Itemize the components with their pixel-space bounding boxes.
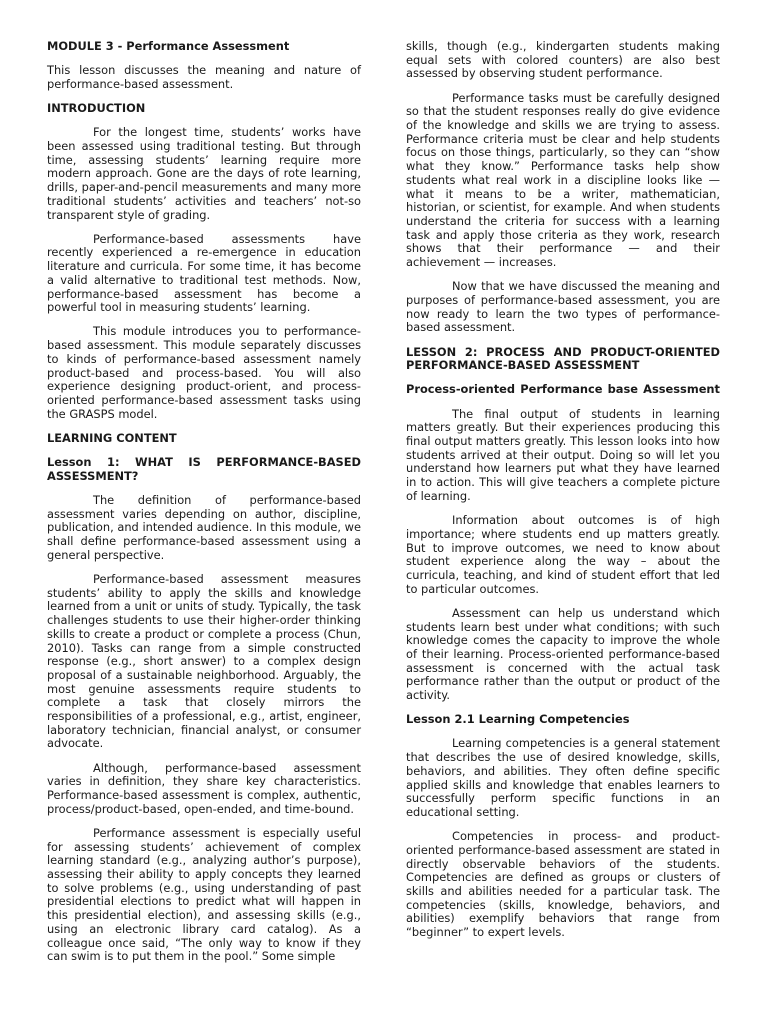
lesson2-heading: LESSON 2: PROCESS AND PRODUCT-ORIENTED PERFORMANCE-BASED ASSESSMENT xyxy=(406,344,720,373)
lesson21-heading: Lesson 2.1 Learning Competencies xyxy=(406,712,630,727)
intro-paragraph-2: Performance-based assessments have recently experienced a re-emergence in education literature and curricula. For some time, it has become a valid alternative to traditional test methods. Now, performance-based assessment has become a powerful tool in measuring students’ learning. xyxy=(47,231,361,315)
lesson1-heading: Lesson 1: WHAT IS PERFORMANCE-BASED ASSESSMENT? xyxy=(47,455,361,483)
learning-competencies-paragraph: Learning competencies is a general statement that describes the use of desired knowledge, skills, behaviors, and abilities. They often define specific applied skills and knowledge that enables learners to successfully perform specific functions in an educational setting. xyxy=(406,736,720,819)
introduction-heading: INTRODUCTION xyxy=(47,101,146,116)
right-column xyxy=(406,40,720,950)
lesson1-paragraph-2: Performance-based assessment measures students’ ability to apply the skills and knowledge learned from a unit or units of study. Typically, the task challenges students to use their higher-order thinking skills to create a product or complete a process (Chun, 2010). Tasks can range from a simple constructed response (e.g., short answer) to a complex design proposal of a sustainable neighborhood. Arguably, the most genuine assessments require students to complete a task that closely mirrors the responsibilities of a professional, e.g., artist, engineer, laboratory technician, financial analyst, or consumer advocate. xyxy=(47,572,362,751)
lesson1-paragraph-1: The definition of performance-based assessment varies depending on author, discipline, publication, and intended audience. In this module, we shall define performance-based assessment using a general perspective. xyxy=(47,492,361,562)
module-title: MODULE 3 - Performance Assessment xyxy=(47,39,290,53)
assessment-paragraph: Assessment can help us understand which students learn best under what conditions; with such knowledge comes the capacity to improve the whole of their learning. Process-oriented performance-based assessment is concerned with the actual task performance rather than the output or product of the activity. xyxy=(406,605,720,703)
competencies-paragraph: Competencies in process- and product-oriented performance-based assessment are stated in directly observable behaviors of the students. Competencies are defined as groups or clusters of skills and abilities needed for a particular task. The competencies (skills, knowledge, behaviors, and abilities) exemplify behaviors that range from “beginner” to expert levels. xyxy=(406,829,720,940)
performance-tasks-paragraph: Performance tasks must be carefully designed so that the student responses really do give evidence of the knowledge and skills we are trying to assess. Performance criteria must be clear and help students focus on those things, particularly, so they can “show what they know.” Performance tasks help show students what real work in a discipline looks like — what it means to be a writer, mathematician, historian, or scientist, for example. And when students understand the criteria for success with a learning task and apply those criteria as they work, research shows that their performance — and their achievement — increases. xyxy=(406,90,720,270)
lesson1-paragraph-3: Although, performance-based assessment varies in definition, they share key characteristics. Performance-based assessment is complex, authentic, process/product-based, open-ended, and time-bound. xyxy=(47,760,361,816)
learning-content-heading: LEARNING CONTENT xyxy=(47,430,177,445)
final-output-paragraph: The final output of students in learning matters greatly. But their experiences producing this final output matters greatly. This lesson looks into how students arrived at their output. Doing so will let you understand how learners put what they have learned in to action. This will give teachers a complete picture of learning. xyxy=(406,406,720,503)
intro-line: This lesson discusses the meaning and nature of performance-based assessment. xyxy=(47,63,361,91)
left-column xyxy=(47,40,361,974)
intro-paragraph-3: This module introduces you to performance-based assessment. This module separately discusses to kinds of performance-based assessment namely product-based and process-based. You will also experience designing product-orient, and process-oriented performance-based assessment tasks using the GRASPS model. xyxy=(47,324,361,421)
now-that-paragraph: Now that we have discussed the meaning and purposes of performance-based assessment, you are now ready to learn the two types of performance-based assessment. xyxy=(406,279,720,335)
continued-paragraph: skills, though (e.g., kindergarten students making equal sets with colored counters) are also best assessed by observing student performance. xyxy=(406,39,720,81)
intro-paragraph-1: For the longest time, students’ works have been assessed using traditional testing. But through time, assessing students’ learning require more modern approach. Gone are the days of rote learning, drills, paper-and-pencil measurements and many more traditional students’ activities and teachers’ not-so transparent style of grading. xyxy=(47,125,361,222)
process-oriented-heading: Process-oriented Performance base Assessment xyxy=(406,382,720,397)
information-paragraph: Information about outcomes is of high importance; where students end up matters greatly. But to improve outcomes, we need to know about student experience along the way – about the curricula, teaching, and kind of student effort that led to particular outcomes. xyxy=(406,513,720,596)
lesson1-paragraph-4: Performance assessment is especially useful for assessing students’ achievement of complex learning standard (e.g., analyzing author’s purpose), assessing their ability to apply concepts they learned to solve problems (e.g., using understanding of past presidential elections to predict what will happen in this presidential election), and assessing skills (e.g., using an electronic library card catalog). As a colleague once said, “The only way to know if they can swim is to put them in the pool.” Some simple xyxy=(47,825,361,964)
